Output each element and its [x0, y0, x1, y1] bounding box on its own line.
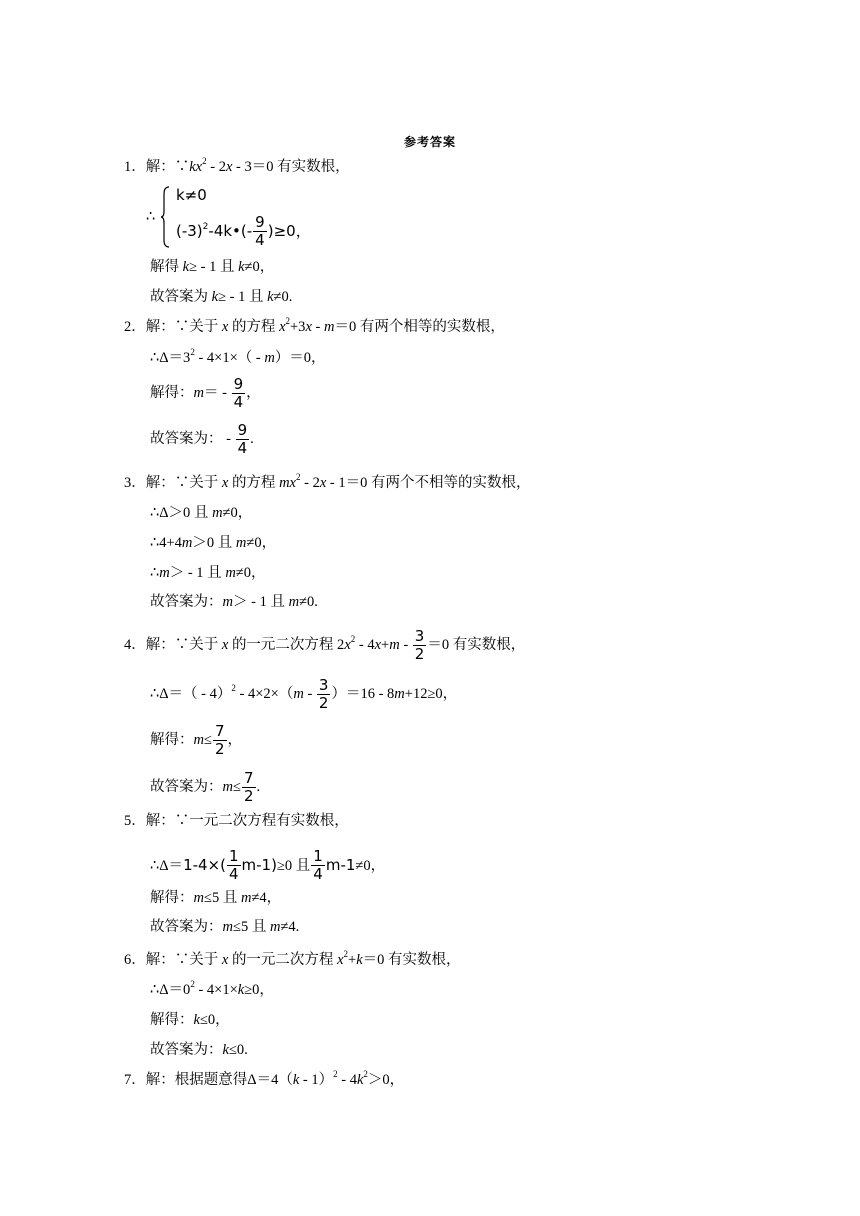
p6-delta: $\therefore\Delta=0^2 - 4\times 1\times k\ge 0$， [150, 979, 274, 998]
page-title: 参考答案 [403, 135, 456, 149]
p7-head: 7．解：根据题意得$\Delta=4(k - 1)^2 - 4k^2>0$， [124, 1069, 405, 1088]
p2-solve: 解得：m＝ - $\frac{9}{4}$ ， [150, 375, 261, 411]
p5-head: 5．解：∵一元二次方程有实数根， [124, 813, 349, 829]
p6-answer: 故答案为：k≤0. [150, 1042, 248, 1058]
p6-head: 6．解：∵关于 x 的一元二次方程 $x^2+k=0$ 有实数根， [124, 949, 461, 968]
p5-solve: 解得：m≤5 且 m≠4， [150, 890, 282, 906]
p1-system-brace [160, 186, 170, 248]
p1-system-eq1: k≠0 [176, 186, 207, 204]
p3-line1: ∴Δ＞0 且 m≠0， [150, 505, 253, 521]
p1-answer: 故答案为 k≥ - 1 且 k≠0. [150, 289, 293, 305]
p1-therefore: ∴ [146, 209, 156, 225]
p1-head: 1．解：$\because kx^2 - 2x - 3=0$ 有实数根， [124, 156, 350, 175]
p4-solve: 解得：m≤ $\frac{7}{2}$ ， [150, 722, 242, 758]
p5-delta: ∴Δ＝1-4×( $\frac{1}{4}$ m-1)≥0 且 $\frac{1}{4}$ m-1≠0， [150, 847, 386, 883]
p6-solve: 解得：k≤0， [150, 1012, 230, 1028]
p2-answer: 故答案为： - $\frac{9}{4}$ . [150, 421, 254, 457]
p3-line2: ∴4+4m＞0 且 m≠0， [150, 535, 277, 551]
p5-answer: 故答案为：m≤5 且 m≠4. [150, 919, 300, 935]
p2-head: 2．解：∵关于 x 的方程 $x^2+3x - m=0$ 有两个相等的实数根， [124, 316, 505, 335]
p2-delta: $\therefore\Delta=3^2 - 4\times 1\times( - m)=0$， [150, 347, 326, 366]
p3-answer: 故答案为：m＞ - 1 且 m≠0. [150, 594, 318, 610]
p1-system-eq2: $(-3)^2-4k•(-$ $\frac{9}{4}$ )≥0， [176, 213, 311, 249]
p3-line3: ∴m＞ - 1 且 m≠0， [150, 565, 266, 581]
p4-head: 4．解：∵关于 x 的一元二次方程 $2x^2 - 4x+m$ - $\frac{3}{2}$ ＝0 有实数根， [124, 627, 526, 663]
p4-answer: 故答案为：m≤ $\frac{7}{2}$ . [150, 769, 261, 805]
p4-delta: ∴Δ＝（ - 4）$^2$ - 4×2×（m - $\frac{3}{2}$ ）＝16 - 8m+12≥0， [150, 676, 458, 712]
p1-solve: 解得 k≥ - 1 且 k≠0， [150, 259, 275, 275]
p3-head: 3．解：∵关于 x 的方程 $mx^2 - 2x - 1=0$ 有两个不相等的实数根， [124, 472, 531, 491]
